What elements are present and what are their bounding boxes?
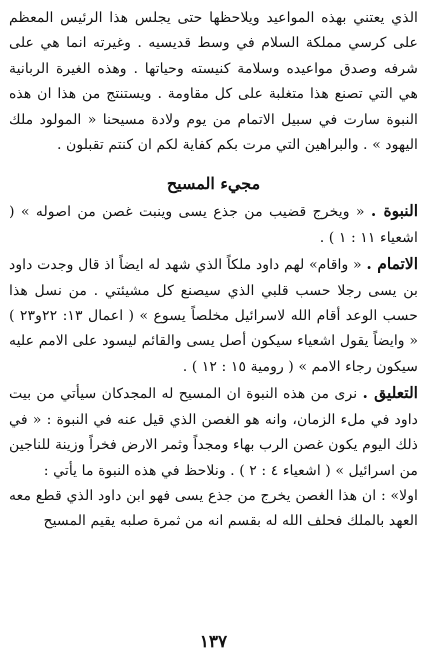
intro-paragraph: الذي يعتني بهذه المواعيد ويلاحظها حتى يجلس هذا الرئيس المعظم على كرسي مملكة السلام في وسط قديسيه . وغيرته انما هي على شرفه وصدق مواعيده وسلامة كنيسته وحياتها . وهذه الغيرة الربانية هي التي تصنع هذا متغلبة على كل مقاومة . ويستنتج من هذا ان هذه النبوة سارت في سبيل الاتمام من يوم ولادة مسيحنا « المولود ملك اليهود » . والبراهين التي مرت بكم كفاية لكم ان كنتم تقبلون . — [9, 10, 418, 154]
point-one-label: اولا» : — [380, 487, 418, 504]
point-one-paragraph — [9, 484, 418, 535]
fulfillment-paragraph — [9, 251, 418, 380]
fulfillment-label: الاتمام . — [366, 254, 418, 274]
commentary-text: نرى من هذه النبوة ان المسيح له المجدكان سيأتي من بيت داود في ملء الزمان، وانه هو الغصن الذي قيل عنه في النبوة : « في ذلك اليوم يكون غصن الرب بهاء ومجداً وثمر الارض فخراً وزينة للناجين من اسرائيل » ( اشعياء ٤ : ٢ ) . ونلاحظ في هذه النبوة ما يأتي : — [9, 386, 418, 479]
page-number: ١٣٧ — [199, 632, 228, 652]
commentary-label: التعليق . — [362, 383, 418, 403]
prophecy-label: النبوة . — [370, 201, 418, 221]
point-one-text: ان هذا الغصن يخرج من جذع يسى فهو ابن داود الذي قطع معه العهد بالملك فحلف الله له بقسم انه من ثمرة صلبه يقيم المسيح — [9, 487, 418, 530]
prophecy-text: « ويخرج قضيب من جذع يسى وينبت غصن من اصوله » ( اشعياء ١١ : ١ ) . — [9, 204, 418, 246]
prophecy-paragraph — [9, 198, 418, 251]
commentary-paragraph — [9, 380, 418, 484]
fulfillment-text: « واقام» لهم داود ملكاً الذي شهد له ايضاً اذ قال وجدت داود بن يسى رجلا حسب قلبي الذي سيصنع كل مشيئتي . من نسل هذا حسب الوعد أقام الله لاسرائيل مخلصاً يسوع » ( اعمال ١٣: ٢٢و٢٣ ) « وايضاً يقول اشعياء سيكون أصل يسى والقائم ليسود على الامم عليه سيكون رجاء الامم » ( رومية ١٥ : ١٢ ) . — [9, 257, 418, 375]
section-title: مجيء المسيح — [166, 174, 261, 194]
